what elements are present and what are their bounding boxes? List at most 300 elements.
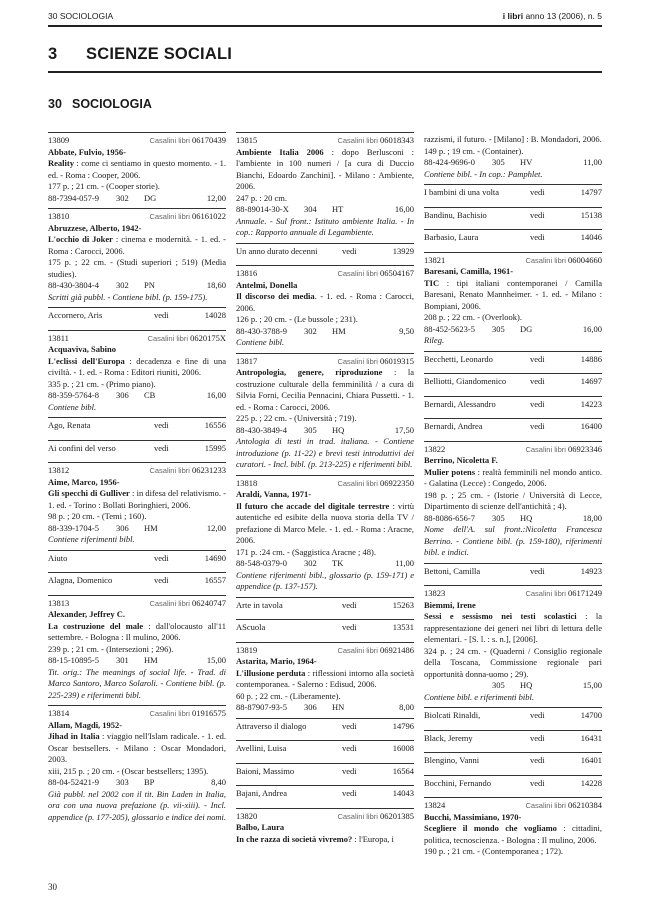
- cross-reference: [424, 229, 602, 252]
- classification-codes: [236, 425, 344, 437]
- entry-lc: HV: [520, 157, 533, 167]
- classification-codes: [48, 390, 155, 402]
- entry-header: [236, 268, 414, 280]
- reference-vedi: vedi: [530, 376, 545, 386]
- entry-author: Berrino, Nicoletta F.: [424, 455, 498, 465]
- entry-dewey: 305: [492, 323, 505, 334]
- entry-isbn: 88-359-5764-8: [48, 390, 99, 400]
- entry-header: [48, 708, 226, 720]
- entry-title-rest: : viaggio nell'Islam radicale. - 1. ed. Oscar bestsellers. - Milano : Oscar Mondadori, 2003.: [48, 731, 226, 764]
- entry-physical: 149 p. ; 19 cm. - (Container).: [424, 145, 524, 156]
- entry-title: Sessi e sessismo nei testi scolastici: [424, 611, 577, 621]
- classification-codes: [424, 157, 532, 169]
- casalini-label: Casalini libri: [149, 212, 190, 221]
- entry-lc: HN: [332, 702, 345, 712]
- entry-lc: HM: [144, 655, 158, 665]
- casalini-id: 06210384: [568, 800, 602, 810]
- entry-title: L'occhio di Joker: [48, 234, 113, 244]
- cross-reference: [424, 351, 602, 374]
- casalini-code: [149, 135, 226, 147]
- section-number: 3: [48, 45, 58, 63]
- entry-price: 18,60: [206, 280, 226, 290]
- entry-classification: [48, 280, 226, 292]
- entry-isbn: 88-339-1704-5: [48, 522, 99, 533]
- bibliographic-entry: [424, 797, 602, 862]
- entry-dewey: 306: [304, 702, 317, 712]
- reference-vedi: vedi: [154, 310, 169, 320]
- entry-physical: 175 p. ; 22 cm. - (Studi superiori ; 519) (Media studies).: [48, 257, 226, 279]
- entry-physical: 208 p. ; 22 cm. - (Overlook).: [424, 312, 522, 322]
- entry-number: 13823: [424, 588, 446, 598]
- entry-description: [236, 501, 414, 547]
- bibliographic-entry: [236, 808, 414, 850]
- reference-number: 13531: [392, 622, 414, 632]
- entry-title-rest: : tipi italiani contemporanei / Camilla Baresani, Renato Mannheimer. - 1. ed. - Milano : Bompiani, 2006.: [424, 277, 602, 311]
- casalini-label: Casalini libri: [147, 333, 189, 343]
- casalini-code: [149, 465, 226, 477]
- entry-header: [48, 465, 226, 477]
- entry-author: Acquaviva, Sabino: [48, 344, 117, 354]
- entry-description: [48, 621, 226, 644]
- entry-price: 11,00: [395, 558, 414, 568]
- entry-physical: 324 p. ; 24 cm. - (Quaderni / Consiglio regionale della Toscana, Commissione regionale pari opportunità donna-uomo ; 29).: [424, 645, 602, 679]
- reference-name: AScuola: [236, 622, 266, 632]
- cross-reference: [236, 243, 414, 266]
- bibliographic-entry: [236, 265, 414, 353]
- reference-vedi: vedi: [530, 209, 545, 220]
- cross-reference: [48, 572, 226, 595]
- entry-description: [424, 467, 602, 490]
- entry-note: Nome dell'A. sul front.:Nicoletta Francesca Berrino. - Contiene bibl. (p. 159-180), riferimenti bibl. e indici.: [424, 524, 602, 557]
- entry-number: 13819: [236, 644, 258, 655]
- entry-isbn: 88-452-5623-5: [424, 323, 475, 334]
- entry-title: La costruzione del male: [48, 620, 144, 631]
- entry-number: 13824: [424, 800, 446, 810]
- classification-codes: [236, 558, 343, 570]
- entry-description: [48, 158, 226, 181]
- entry-author: Astarita, Mario, 1964-: [236, 656, 317, 666]
- casalini-label: Casalini libri: [149, 598, 190, 608]
- entry-description: [424, 611, 602, 646]
- entry-author: Balbo, Laura: [236, 822, 285, 832]
- entry-price: 17,50: [394, 424, 414, 435]
- subsection-number: 30: [48, 97, 62, 111]
- casalini-id: 01916575: [192, 708, 226, 718]
- reference-name: Bernardi, Andrea: [424, 421, 483, 431]
- entry-lc: HQ: [520, 512, 533, 523]
- cross-reference: [424, 418, 602, 441]
- entry-number: 13817: [236, 355, 258, 366]
- entry-description: [236, 834, 414, 846]
- entry-physical: 335 p. ; 21 cm. - (Primo piano).: [48, 378, 156, 389]
- entry-title: Mulier potens: [424, 466, 476, 477]
- entry-description: [424, 134, 602, 146]
- entry-note: Rileg.: [424, 335, 445, 345]
- casalini-id: 06004660: [568, 254, 602, 265]
- bibliographic-entry: [236, 475, 414, 597]
- reference-vedi: vedi: [342, 788, 357, 798]
- cross-reference: [236, 597, 414, 620]
- entry-number: 13810: [48, 211, 70, 221]
- bibliographic-entry: [424, 132, 602, 184]
- casalini-code: [337, 356, 414, 368]
- reference-vedi: vedi: [530, 732, 545, 743]
- issue-info: anno 13 (2006), n. 5: [523, 11, 602, 21]
- entry-lc: HQ: [520, 680, 533, 690]
- cross-reference: [424, 752, 602, 775]
- entry-isbn: 88-430-3788-9: [236, 325, 287, 336]
- reference-name: Accornero, Aris: [48, 310, 103, 320]
- classification-codes: [424, 680, 532, 692]
- casalini-code: [149, 211, 226, 223]
- entry-description: [236, 668, 414, 691]
- entry-description: [236, 147, 414, 193]
- entry-number: 13813: [48, 597, 70, 608]
- classification-codes: [48, 523, 158, 535]
- entry-number: 13820: [236, 810, 258, 821]
- reference-number: 14046: [580, 232, 602, 242]
- entry-physical: 177 p. ; 21 cm. - (Cooper storie).: [48, 181, 160, 191]
- entry-note: Contiene bibl.: [48, 401, 97, 412]
- casalini-code: [337, 645, 414, 657]
- entry-description: [236, 291, 414, 314]
- casalini-id: 06019315: [380, 355, 414, 366]
- reference-vedi: vedi: [154, 575, 169, 585]
- bibliographic-entry: [48, 132, 226, 208]
- entry-note: Contiene riferimenti bibl.: [48, 534, 135, 544]
- reference-number: 14923: [580, 565, 602, 576]
- reference-name: Un anno durato decenni: [236, 245, 318, 256]
- cross-reference: [236, 740, 414, 763]
- entry-number: 13816: [236, 268, 258, 278]
- entry-title-rest: : decadenza e fine di una civiltà. - 1. ed. - Roma : Editori riuniti, 2006.: [48, 355, 226, 377]
- reference-number: 16557: [204, 575, 226, 585]
- entry-title-rest: : la rappresentazione dei generi nei libri di lettura delle elementari. - [S. l. : s. n.], [2006].: [424, 611, 602, 644]
- entry-number: 13812: [48, 465, 70, 475]
- reference-number: 14700: [580, 710, 602, 720]
- reference-name: Black, Jeremy: [424, 732, 473, 743]
- reference-name: Belliotti, Giandomenico: [424, 376, 507, 386]
- classification-codes: [236, 204, 343, 216]
- entry-classification: [424, 513, 602, 525]
- entry-title-rest: : dall'olocausto all'11 settembre. - Bologna : Il mulino, 2006.: [48, 620, 226, 642]
- reference-vedi: vedi: [530, 777, 545, 788]
- reference-vedi: vedi: [530, 565, 545, 576]
- classification-codes: [424, 513, 532, 525]
- entry-dewey: 305: [492, 512, 505, 523]
- bibliographic-entry: [48, 462, 226, 550]
- casalini-code: [337, 811, 414, 823]
- entry-note: Già pubbl. nel 2002 con il tit. Bin Laden in Italia, ora con una nuova prefazione (p. vii-xiii). - Incl. appendice (p. 177-205), glossario e indice dei nomi.: [48, 788, 226, 822]
- entry-header: [48, 211, 226, 223]
- entry-dewey: 305: [304, 424, 317, 435]
- reference-vedi: vedi: [342, 245, 357, 256]
- casalini-label: Casalini libri: [149, 136, 190, 145]
- entry-title-rest: . - 1. ed. - Roma : Carocci, 2006.: [236, 291, 414, 313]
- section-title: [48, 45, 232, 64]
- entry-number: 13809: [48, 135, 70, 145]
- reference-vedi: vedi: [530, 421, 545, 431]
- entry-title-rest: : cittadini, politica, tecnoscienza. - Bologna : Il mulino, 2006.: [424, 823, 602, 845]
- entry-lc: HT: [332, 204, 344, 214]
- entry-header: [424, 800, 602, 812]
- casalini-label: Casalini libri: [149, 466, 190, 475]
- entry-physical: 225 p. ; 22 cm. - (Università ; 719).: [236, 413, 357, 423]
- entry-author: Baresani, Camilla, 1961-: [424, 266, 514, 276]
- entry-classification: [48, 390, 226, 402]
- entry-classification: [424, 157, 602, 169]
- entry-dewey: 301: [116, 655, 129, 665]
- cross-reference: [236, 763, 414, 786]
- casalini-code: [337, 135, 414, 147]
- entry-lc: HQ: [332, 424, 345, 435]
- entry-author: Alexander, Jeffrey C.: [48, 609, 125, 619]
- entry-isbn: 88-87907-93-5: [236, 702, 287, 712]
- reference-name: Ai confini del verso: [48, 442, 116, 453]
- entry-author: Bucchi, Massimiano, 1970-: [424, 811, 522, 822]
- section-rule: [48, 71, 602, 73]
- entry-description: [48, 356, 226, 379]
- reference-vedi: vedi: [342, 599, 357, 610]
- reference-name: Avellini, Luisa: [236, 743, 287, 753]
- reference-number: 13929: [392, 245, 414, 256]
- entry-physical: 171 p. :24 cm. - (Saggistica Aracne ; 48).: [236, 546, 376, 557]
- entry-title-rest: : cinema e modernità. - 1. ed. - Roma : Carocci, 2006.: [48, 234, 226, 256]
- reference-name: I bambini di una volta: [424, 187, 500, 197]
- reference-vedi: vedi: [530, 187, 545, 197]
- cross-reference: [236, 718, 414, 741]
- cross-reference: [48, 550, 226, 573]
- column-1: [48, 132, 226, 827]
- entry-price: 12,00: [206, 522, 226, 533]
- entry-header: [236, 356, 414, 368]
- entry-lc: BP: [144, 777, 155, 787]
- reference-number: 16400: [580, 421, 602, 431]
- bibliographic-entry: [236, 642, 414, 718]
- entry-isbn: 88-424-9696-0: [424, 157, 475, 167]
- entry-classification: [48, 777, 226, 789]
- entry-lc: HM: [144, 522, 158, 533]
- classification-codes: [424, 324, 532, 336]
- entry-classification: [48, 523, 226, 535]
- cross-reference: [48, 440, 226, 463]
- casalini-code: [525, 255, 602, 267]
- reference-name: Bernardi, Alessandro: [424, 398, 496, 409]
- classification-codes: [48, 193, 156, 205]
- page-number: 30: [48, 882, 57, 892]
- entry-note: Contiene bibl.: [236, 337, 285, 347]
- reference-name: Arte in tavola: [236, 599, 283, 610]
- cross-reference: [424, 730, 602, 753]
- entry-physical: 98 p. ; 20 cm. - (Temi ; 160).: [48, 511, 147, 521]
- entry-isbn: 88-89014-30-X: [236, 204, 289, 214]
- casalini-id: 06171249: [568, 588, 602, 598]
- entry-note: Annuale. - Sul front.: Istituto ambiente Italia. - In cop.: Rapporto annuale di Legambiente.: [236, 215, 414, 237]
- entry-price: 16,00: [394, 204, 414, 214]
- casalini-code: [149, 598, 226, 610]
- entry-title: Il discorso dei media: [236, 291, 315, 301]
- casalini-label: Casalini libri: [337, 645, 378, 655]
- cross-reference: [236, 619, 414, 642]
- reference-number: 15995: [204, 442, 226, 453]
- casalini-id: 06921486: [380, 644, 414, 655]
- reference-number: 16556: [204, 420, 226, 430]
- entry-dewey: 306: [116, 390, 129, 400]
- entry-header: [48, 135, 226, 147]
- reference-name: Aiuto: [48, 552, 68, 563]
- entry-isbn: 88-15-10895-5: [48, 655, 99, 665]
- entry-note: Antologia di testi in trad. italiana. - Contiene introduzione (p. 11-22) e brevi testi introduttivi dei curatori. - Incl. bibl. (p. 213-225) e riferimenti bibl.: [236, 436, 414, 469]
- entry-physical: 239 p. ; 21 cm. - (Intersezioni ; 296).: [48, 643, 174, 654]
- reference-name: Bocchini, Fernando: [424, 777, 492, 788]
- casalini-id: 06504167: [380, 268, 414, 278]
- entry-classification: [424, 324, 602, 336]
- reference-name: Alagna, Domenico: [48, 575, 113, 585]
- entry-physical: 190 p. ; 21 cm. - (Contemporanea ; 172).: [424, 846, 564, 856]
- bibliographic-entry: [424, 585, 602, 707]
- entry-header: [424, 255, 602, 267]
- entry-title: In che razza di società vivremo?: [236, 833, 353, 844]
- reference-number: 14228: [580, 777, 602, 788]
- entry-author: Araldi, Vanna, 1971-: [236, 489, 312, 499]
- entry-physical: xiii, 215 p. ; 20 cm. - (Oscar bestsellers; 1395).: [48, 765, 209, 776]
- entry-number: 13822: [424, 443, 446, 454]
- bibliographic-entry: [48, 595, 226, 706]
- entry-description: [236, 367, 414, 413]
- entry-classification: [424, 680, 602, 692]
- entry-dewey: 306: [116, 522, 129, 533]
- entry-dewey: 304: [304, 204, 317, 214]
- casalini-code: [337, 478, 414, 490]
- entry-dewey: 305: [492, 157, 505, 167]
- cross-reference: [424, 396, 602, 419]
- bibliographic-entry: [236, 353, 414, 475]
- casalini-label: Casalini libri: [149, 709, 190, 718]
- cross-reference: [424, 373, 602, 396]
- running-header-right: [503, 11, 602, 21]
- entry-classification: [48, 193, 226, 205]
- entry-classification: [236, 204, 414, 216]
- bibliographic-entry: [48, 208, 226, 307]
- entry-description: [48, 234, 226, 257]
- column-3: [424, 132, 602, 862]
- entry-title-rest: : come ci sentiamo in questo momento. - 1. ed. - Roma : Cooper, 2006.: [48, 158, 226, 180]
- entry-note: Contiene riferimenti bibl., glossario (p. 159-171) e appendice (p. 137-157).: [236, 569, 414, 591]
- entry-isbn: 88-430-3804-4: [48, 280, 99, 290]
- cross-reference: [424, 707, 602, 730]
- entry-price: 8,40: [211, 777, 226, 787]
- reference-number: 14886: [580, 353, 602, 364]
- reference-number: 15138: [580, 209, 602, 220]
- reference-name: Bandinu, Bachisio: [424, 209, 487, 220]
- cross-reference: [48, 307, 226, 330]
- cross-reference: [424, 207, 602, 230]
- bibliographic-entry: [236, 132, 414, 243]
- reference-vedi: vedi: [342, 765, 357, 776]
- casalini-id: 06161022: [192, 211, 226, 221]
- entry-title-rest: : in difesa del relativismo. - 1. ed. - Torino : Bollati Boringhieri, 2006.: [48, 488, 226, 510]
- entry-price: 12,00: [206, 192, 226, 203]
- entry-price: 15,00: [582, 680, 602, 690]
- cross-reference: [424, 563, 602, 586]
- entry-header: [236, 645, 414, 657]
- entry-title-rest: : dopo Berlusconi : l'ambiente in 100 numeri / [a cura di Duccio Bianchi, Edoardo Zanchini]. - Milano : Ambiente, 2006.: [236, 146, 414, 191]
- entry-title: Scegliere il mondo che vogliamo: [424, 823, 557, 833]
- reference-vedi: vedi: [530, 710, 545, 720]
- entry-note: Scritti già pubbl. - Contiene bibl. (p. 159-175).: [48, 291, 208, 302]
- entry-title-rest: : riflessioni intorno alla società contemporanea. - Salerno : Edisud, 2006.: [236, 667, 415, 689]
- entry-physical: 126 p. ; 20 cm. - (Le bussole ; 231).: [236, 314, 358, 324]
- entry-header: [424, 444, 602, 456]
- entry-title: Ambiente Italia 2006: [236, 146, 324, 157]
- entry-title-rest: : la costruzione culturale della femminilità / a cura di Silvia Forni, Cecilia Pennacini, Chiara Pussetti. - 1. ed. - Roma : Carocci, 2006.: [236, 367, 414, 412]
- entry-dewey: 302: [304, 325, 317, 336]
- casalini-id: 06240747: [192, 597, 226, 608]
- entry-physical: 198 p. ; 25 cm. - (Istorie / Università di Lecce, Dipartimento di scienze dell'antichità ; 4).: [424, 489, 602, 511]
- casalini-label: Casalini libri: [525, 589, 566, 598]
- entry-dewey: 303: [116, 777, 129, 787]
- entry-lc: TK: [332, 558, 344, 568]
- entry-title: Jihad in Italia: [48, 731, 100, 741]
- bibliographic-entry: [48, 705, 226, 827]
- cross-reference: [236, 785, 414, 808]
- entry-number: 13811: [48, 332, 69, 343]
- entry-title: Reality: [48, 158, 74, 168]
- casalini-id: 06018343: [380, 135, 414, 145]
- reference-name: Becchetti, Leonardo: [424, 353, 493, 364]
- casalini-code: [337, 268, 414, 280]
- entry-price: 11,00: [583, 157, 602, 167]
- reference-name: Baioni, Massimo: [236, 765, 295, 776]
- entry-price: 16,00: [582, 323, 602, 334]
- reference-number: 16564: [392, 765, 414, 776]
- classification-codes: [236, 326, 346, 338]
- casalini-code: [148, 333, 226, 345]
- reference-vedi: vedi: [530, 353, 545, 364]
- running-header-left: 30 SOCIOLOGIA: [48, 11, 114, 21]
- subsection-title: [48, 97, 152, 111]
- entry-header: [236, 135, 414, 147]
- reference-number: 16431: [580, 732, 602, 743]
- entry-header: [48, 333, 226, 345]
- entry-price: 16,00: [206, 390, 226, 400]
- casalini-id: 0620175X: [190, 332, 226, 343]
- entry-header: [48, 598, 226, 610]
- reference-vedi: vedi: [342, 622, 357, 632]
- casalini-code: [525, 800, 602, 812]
- entry-classification: [236, 702, 414, 714]
- column-2: [236, 132, 414, 849]
- casalini-id: 06923346: [568, 443, 602, 454]
- classification-codes: [48, 655, 158, 667]
- cross-reference: [48, 417, 226, 440]
- casalini-code: [525, 444, 602, 456]
- entry-classification: [48, 655, 226, 667]
- casalini-label: Casalini libri: [525, 444, 566, 454]
- casalini-label: Casalini libri: [525, 255, 566, 265]
- entry-title-rest: : l'Europa, i: [352, 833, 394, 844]
- casalini-id: 06201385: [380, 810, 414, 821]
- reference-number: 14223: [580, 398, 602, 409]
- classification-codes: [48, 777, 154, 789]
- casalini-code: [149, 708, 226, 720]
- entry-isbn: 88-548-0379-0: [236, 558, 287, 568]
- entry-title: L'illusione perduta: [236, 667, 306, 678]
- entry-price: 18,00: [582, 512, 602, 523]
- reference-number: 14043: [392, 788, 414, 798]
- reference-number: 16401: [580, 755, 602, 765]
- entry-dewey: 305: [492, 680, 505, 690]
